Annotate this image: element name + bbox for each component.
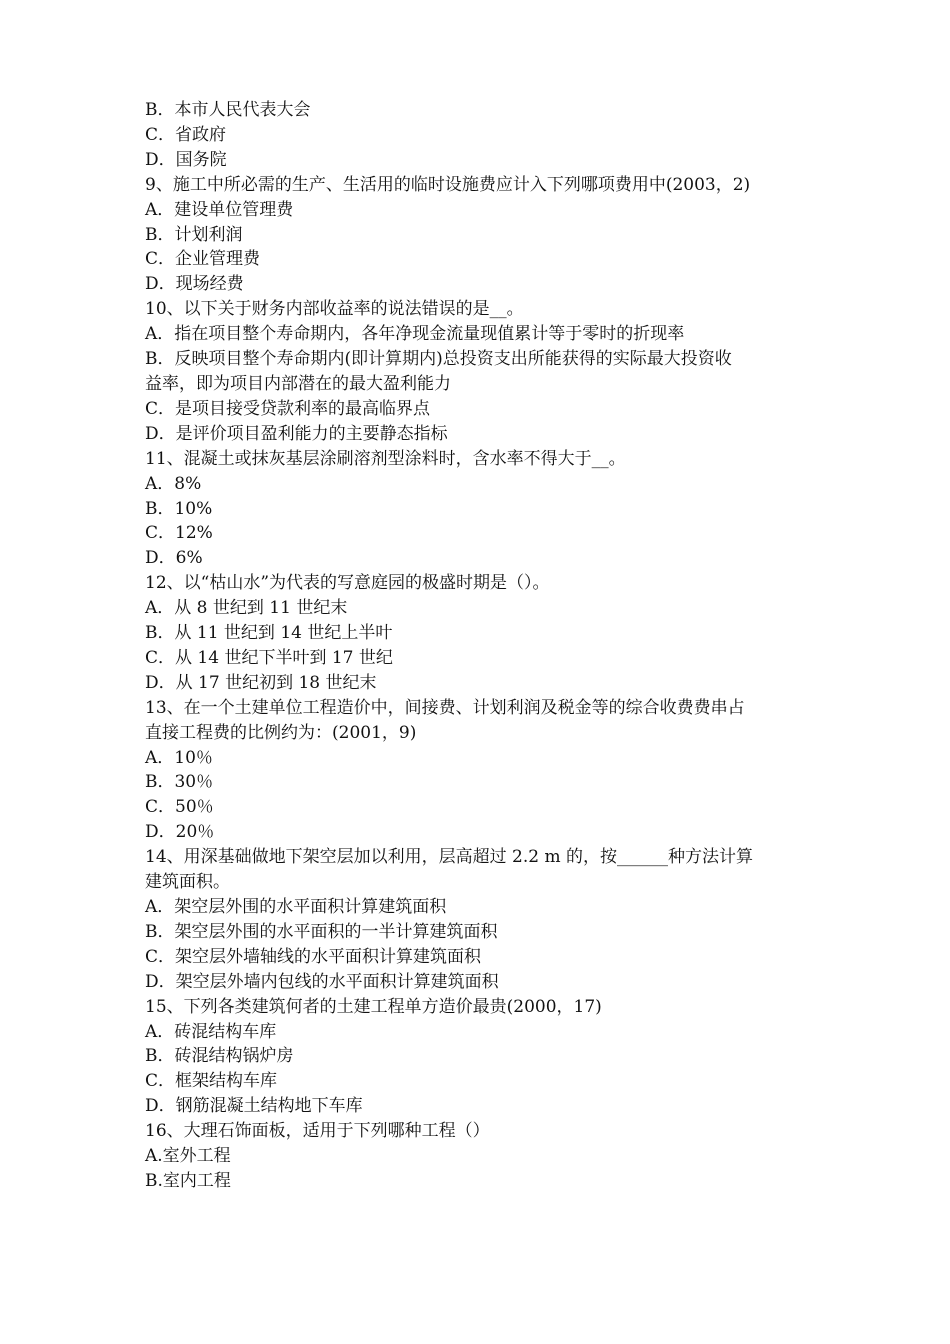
option-c-q8: C．省政府: [145, 124, 227, 145]
question-14-line1: 14、用深基础做地下架空层加以利用，层高超过 2.2 m 的，按______种方法计算: [145, 847, 753, 868]
option-c-q10: C．是项目接受贷款利率的最高临界点: [145, 398, 431, 419]
question-15: 15、下列各类建筑何者的土建工程单方造价最贵(2000，17): [145, 996, 602, 1017]
question-14-line2: 建筑面积。: [145, 872, 230, 893]
option-a-q15: A．砖混结构车库: [145, 1021, 277, 1042]
option-c-q11: C．12%: [145, 523, 213, 544]
option-c-q12: C．从 14 世纪下半叶到 17 世纪: [145, 647, 393, 668]
option-b-q14: B．架空层外围的水平面积的一半计算建筑面积: [145, 921, 498, 942]
option-a-q14: A．架空层外围的水平面积计算建筑面积: [145, 897, 447, 917]
option-b-q11: B．10%: [145, 498, 213, 519]
option-b-q10-line2: 益率，即为项目内部潜在的最大盈利能力: [145, 373, 451, 394]
option-d-q14: D．架空层外墙内包线的水平面积计算建筑面积: [145, 971, 499, 992]
option-c-q13: C．50％: [145, 797, 214, 818]
option-a-q11: A．8%: [145, 473, 202, 494]
option-d-q8: D．国务院: [145, 149, 227, 170]
question-10: 10、以下关于财务内部收益率的说法错误的是__。: [145, 299, 524, 320]
document-page: [145, 98, 810, 1194]
option-a-q9: A．建设单位管理费: [145, 199, 294, 220]
option-a-q12: A．从 8 世纪到 11 世纪末: [145, 598, 348, 619]
option-b-q13: B．30％: [145, 772, 214, 793]
option-b-q10-line1: B．反映项目整个寿命期内(即计算期内)总投资支出所能获得的实际最大投资收: [145, 349, 732, 370]
option-a-q10: A．指在项目整个寿命期内，各年净现金流量现值累计等于零时的折现率: [145, 324, 685, 345]
option-a-q16: A.室外工程: [145, 1146, 231, 1167]
option-b-q9: B．计划利润: [145, 224, 243, 245]
question-13-line2: 直接工程费的比例约为：(2001，9): [145, 722, 417, 743]
option-d-q10: D．是评价项目盈利能力的主要静态指标: [145, 423, 448, 444]
question-11: 11、混凝土或抹灰基层涂刷溶剂型涂料时，含水率不得大于__。: [145, 448, 626, 469]
option-c-q14: C．架空层外墙轴线的水平面积计算建筑面积: [145, 946, 482, 967]
option-a-q13: A．10％: [145, 747, 213, 768]
option-d-q9: D．现场经费: [145, 274, 244, 295]
question-9: 9、施工中所必需的生产、生活用的临时设施费应计入下列哪项费用中(2003，2): [145, 174, 751, 195]
option-c-q9: C．企业管理费: [145, 249, 261, 270]
option-c-q15: C．框架结构车库: [145, 1071, 278, 1092]
option-d-q15: D．钢筋混凝土结构地下车库: [145, 1096, 363, 1117]
question-16: 16、大理石饰面板，适用于下列哪种工程（）: [145, 1121, 490, 1142]
option-d-q11: D．6%: [145, 548, 203, 569]
option-b-q8: B．本市人民代表大会: [145, 100, 311, 120]
option-b-q15: B．砖混结构锅炉房: [145, 1046, 294, 1067]
option-b-q16: B.室内工程: [145, 1170, 231, 1191]
option-b-q12: B．从 11 世纪到 14 世纪上半叶: [145, 623, 393, 644]
question-12: 12、以“枯山水”为代表的写意庭园的极盛时期是（）。: [145, 573, 550, 594]
option-d-q12: D．从 17 世纪初到 18 世纪末: [145, 672, 377, 693]
question-13-line1: 13、在一个土建单位工程造价中，间接费、计划利润及税金等的综合收费费串占: [145, 697, 745, 718]
option-d-q13: D．20％: [145, 822, 215, 843]
